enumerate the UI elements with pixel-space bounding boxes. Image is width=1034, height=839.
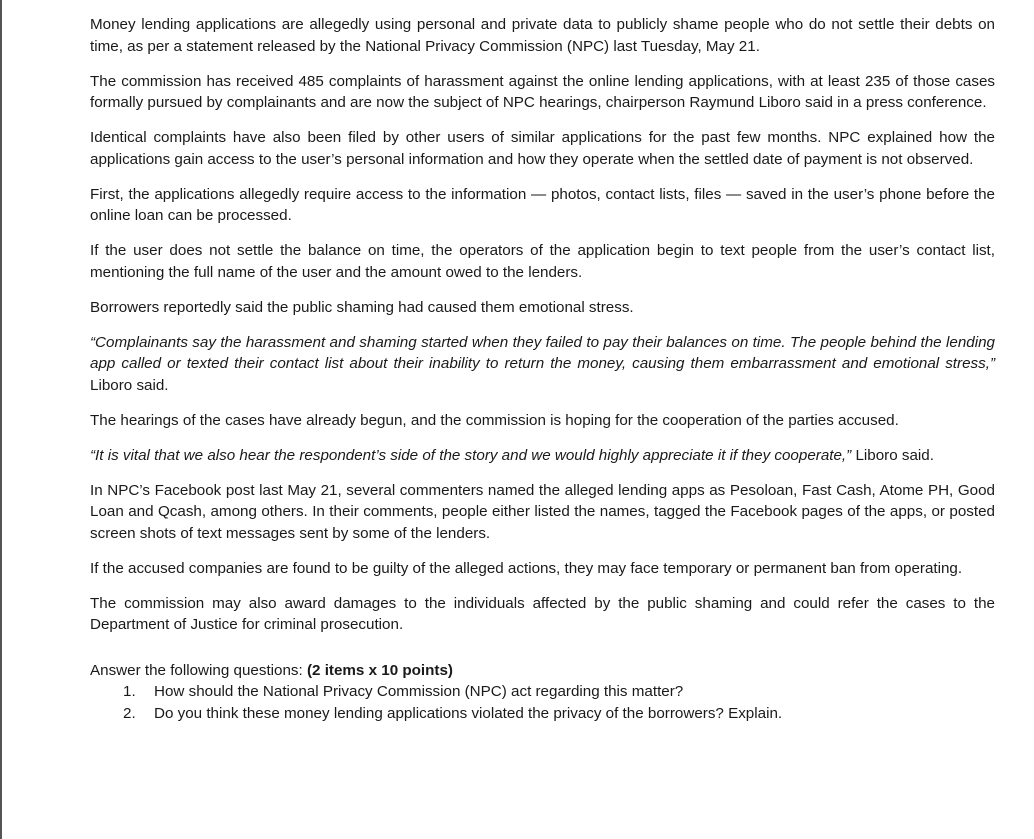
quote-paragraph-1	[90, 332, 995, 397]
questions-points: (2 items x 10 points)	[306, 661, 453, 679]
question-item	[123, 703, 995, 725]
paragraph-ban: If the accused companies are found to be guilty of the alleged actions, they may face temporary or permanent ban from operating.	[90, 559, 963, 577]
paragraph-1: Money lending applications are allegedly using personal and private data to publicly shame people who do not settle their debts on time, as per a statement released by the National Privacy Commission (NPC) last Tuesday, May 21.	[90, 16, 995, 55]
paragraph-6: Borrowers reportedly said the public shaming had caused them emotional stress.	[90, 298, 634, 316]
questions-intro: Answer the following questions:	[90, 661, 307, 679]
quote-paragraph-2	[90, 445, 995, 467]
quote-2-attribution: Liboro said.	[851, 446, 934, 464]
paragraph-hearings: The hearings of the cases have already begun, and the commission is hoping for the cooperation of the parties accused.	[90, 411, 899, 429]
quote-2-text: “It is vital that we also hear the respondent’s side of the story and we would highly appreciate it if they cooperate,”	[90, 446, 852, 464]
quote-1-text: “Complainants say the harassment and shaming started when they failed to pay their balances on time. The people behind the lending app called or texted their contact list about their inability to return the money, causing them embarrassment and emotional stress,”	[90, 333, 995, 372]
question-text: Do you think these money lending applications violated the privacy of the borrowers? Explain.	[154, 704, 783, 722]
question-number: 2.	[123, 704, 136, 722]
paragraph-4: First, the applications allegedly require access to the information — photos, contact lists, files — saved in the user’s phone before the online loan can be processed.	[90, 185, 995, 224]
paragraph-facebook: In NPC’s Facebook post last May 21, several commenters named the alleged lending apps as Pesoloan, Fast Cash, Atome PH, Good Loan and Qcash, among others. In their comments, people either listed the names, tagged the Facebook pages of the apps, or posted screen shots of text messages sent by some of the lenders.	[90, 481, 995, 542]
question-text: How should the National Privacy Commission (NPC) act regarding this matter?	[154, 683, 684, 700]
paragraph-3: Identical complaints have also been filed by other users of similar applications for the past few months. NPC explained how the applications gain access to the user’s personal information and how they operate when the settled date of payment is not observed.	[90, 129, 995, 168]
question-list	[90, 681, 995, 724]
paragraph-damages: The commission may also award damages to the individuals affected by the public shaming and could refer the cases to the Department of Justice for criminal prosecution.	[90, 594, 995, 633]
questions-heading	[90, 660, 995, 682]
paragraph-2: The commission has received 485 complaints of harassment against the online lending applications, with at least 235 of those cases formally pursued by complainants and are now the subject of NPC hearings, chairperson Raymund Liboro said in a press conference.	[90, 72, 995, 111]
quote-1-attribution: Liboro said.	[90, 376, 169, 394]
question-item	[123, 681, 995, 703]
page-edge-rule	[0, 0, 2, 839]
question-number: 1.	[123, 683, 136, 700]
document-body	[90, 14, 995, 724]
paragraph-5: If the user does not settle the balance on time, the operators of the application begin to text people from the user’s contact list, mentioning the full name of the user and the amount owed to the lenders.	[90, 242, 995, 281]
